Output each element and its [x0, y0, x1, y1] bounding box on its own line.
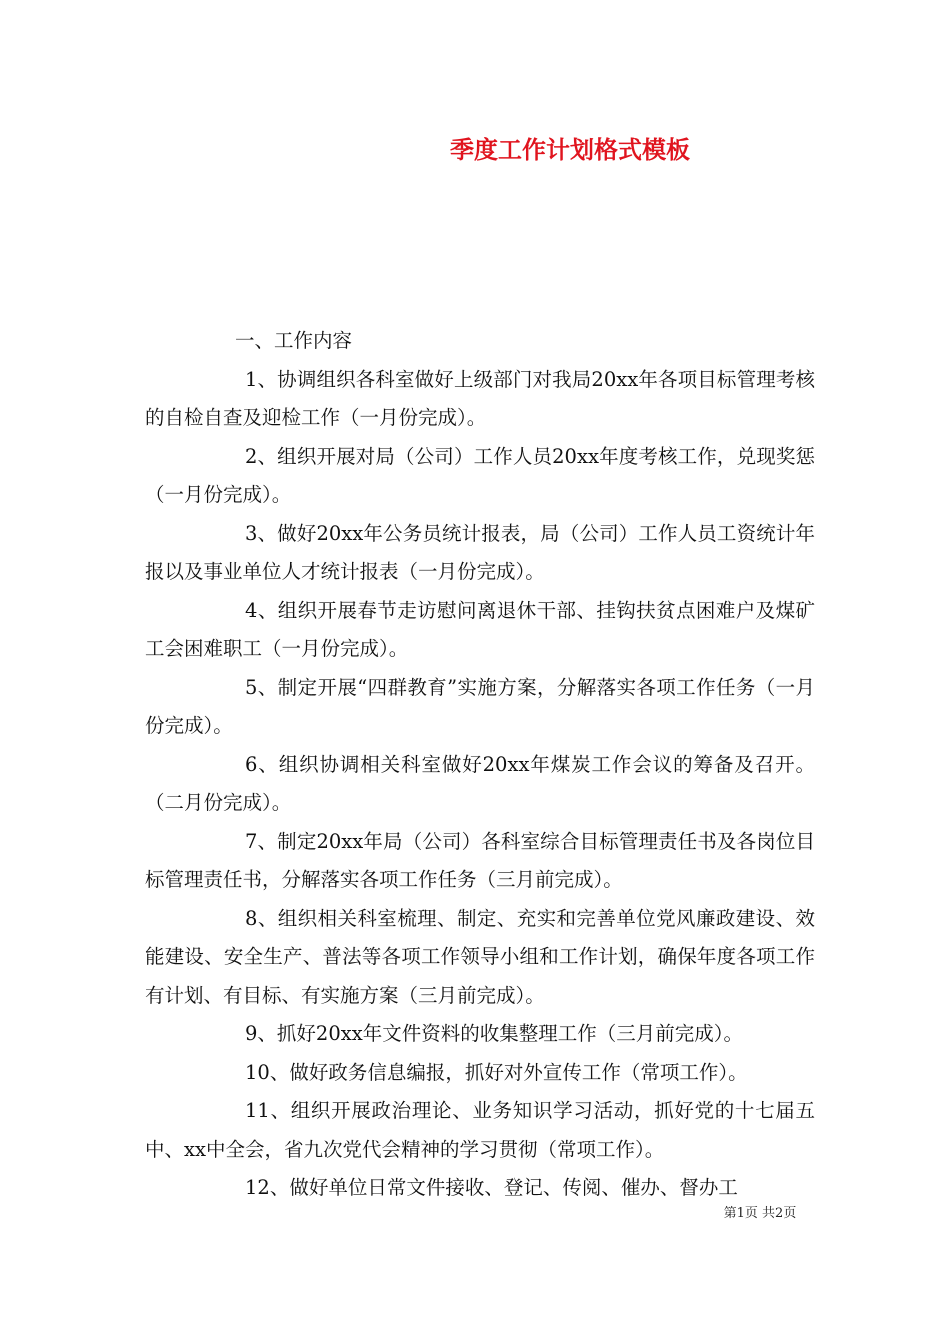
- document-body: [145, 322, 815, 1208]
- work-item-1: 1、协调组织各科室做好上级部门对我局20xx年各项目标管理考核的自检自查及迎检工作（一月份完成）。: [145, 367, 815, 429]
- work-item-10: 10、做好政务信息编报，抓好对外宣传工作（常项工作）。: [245, 1060, 748, 1084]
- page-number: 第1页 共2页: [723, 1206, 797, 1221]
- work-item-9: 9、抓好20xx年文件资料的收集整理工作（三月前完成）。: [245, 1022, 743, 1045]
- work-item-3: 3、做好20xx年公务员统计报表，局（公司）工作人员工资统计年报以及事业单位人才统计报表（一月份完成）。: [145, 521, 815, 583]
- work-item-11: 11、组织开展政治理论、业务知识学习活动，抓好党的十七届五中、xx中全会，省九次党代会精神的学习贯彻（常项工作）。: [145, 1099, 815, 1161]
- work-item-2: 2、组织开展对局（公司）工作人员20xx年度考核工作，兑现奖惩（一月份完成）。: [145, 444, 815, 506]
- work-item-12: 12、做好单位日常文件接收、登记、传阅、催办、督办工: [245, 1176, 738, 1199]
- document-title: 季度工作计划格式模板: [450, 135, 690, 164]
- work-item-4: 4、组织开展春节走访慰问离退休干部、挂钩扶贫点困难户及煤矿工会困难职工（一月份完成）。: [145, 598, 815, 660]
- work-item-8: 8、组织相关科室梳理、制定、充实和完善单位党风廉政建设、效能建设、安全生产、普法等各项工作领导小组和工作计划，确保年度各项工作有计划、有目标、有实施方案（三月前完成）。: [145, 906, 815, 1007]
- section-heading: 一、工作内容: [235, 329, 353, 352]
- work-item-6: 6、组织协调相关科室做好20xx年煤炭工作会议的筹备及召开。（二月份完成）。: [145, 752, 815, 814]
- work-item-7: 7、制定20xx年局（公司）各科室综合目标管理责任书及各岗位目标管理责任书，分解落实各项工作任务（三月前完成）。: [145, 829, 815, 891]
- work-item-5: 5、制定开展“四群教育”实施方案，分解落实各项工作任务（一月份完成）。: [145, 675, 815, 737]
